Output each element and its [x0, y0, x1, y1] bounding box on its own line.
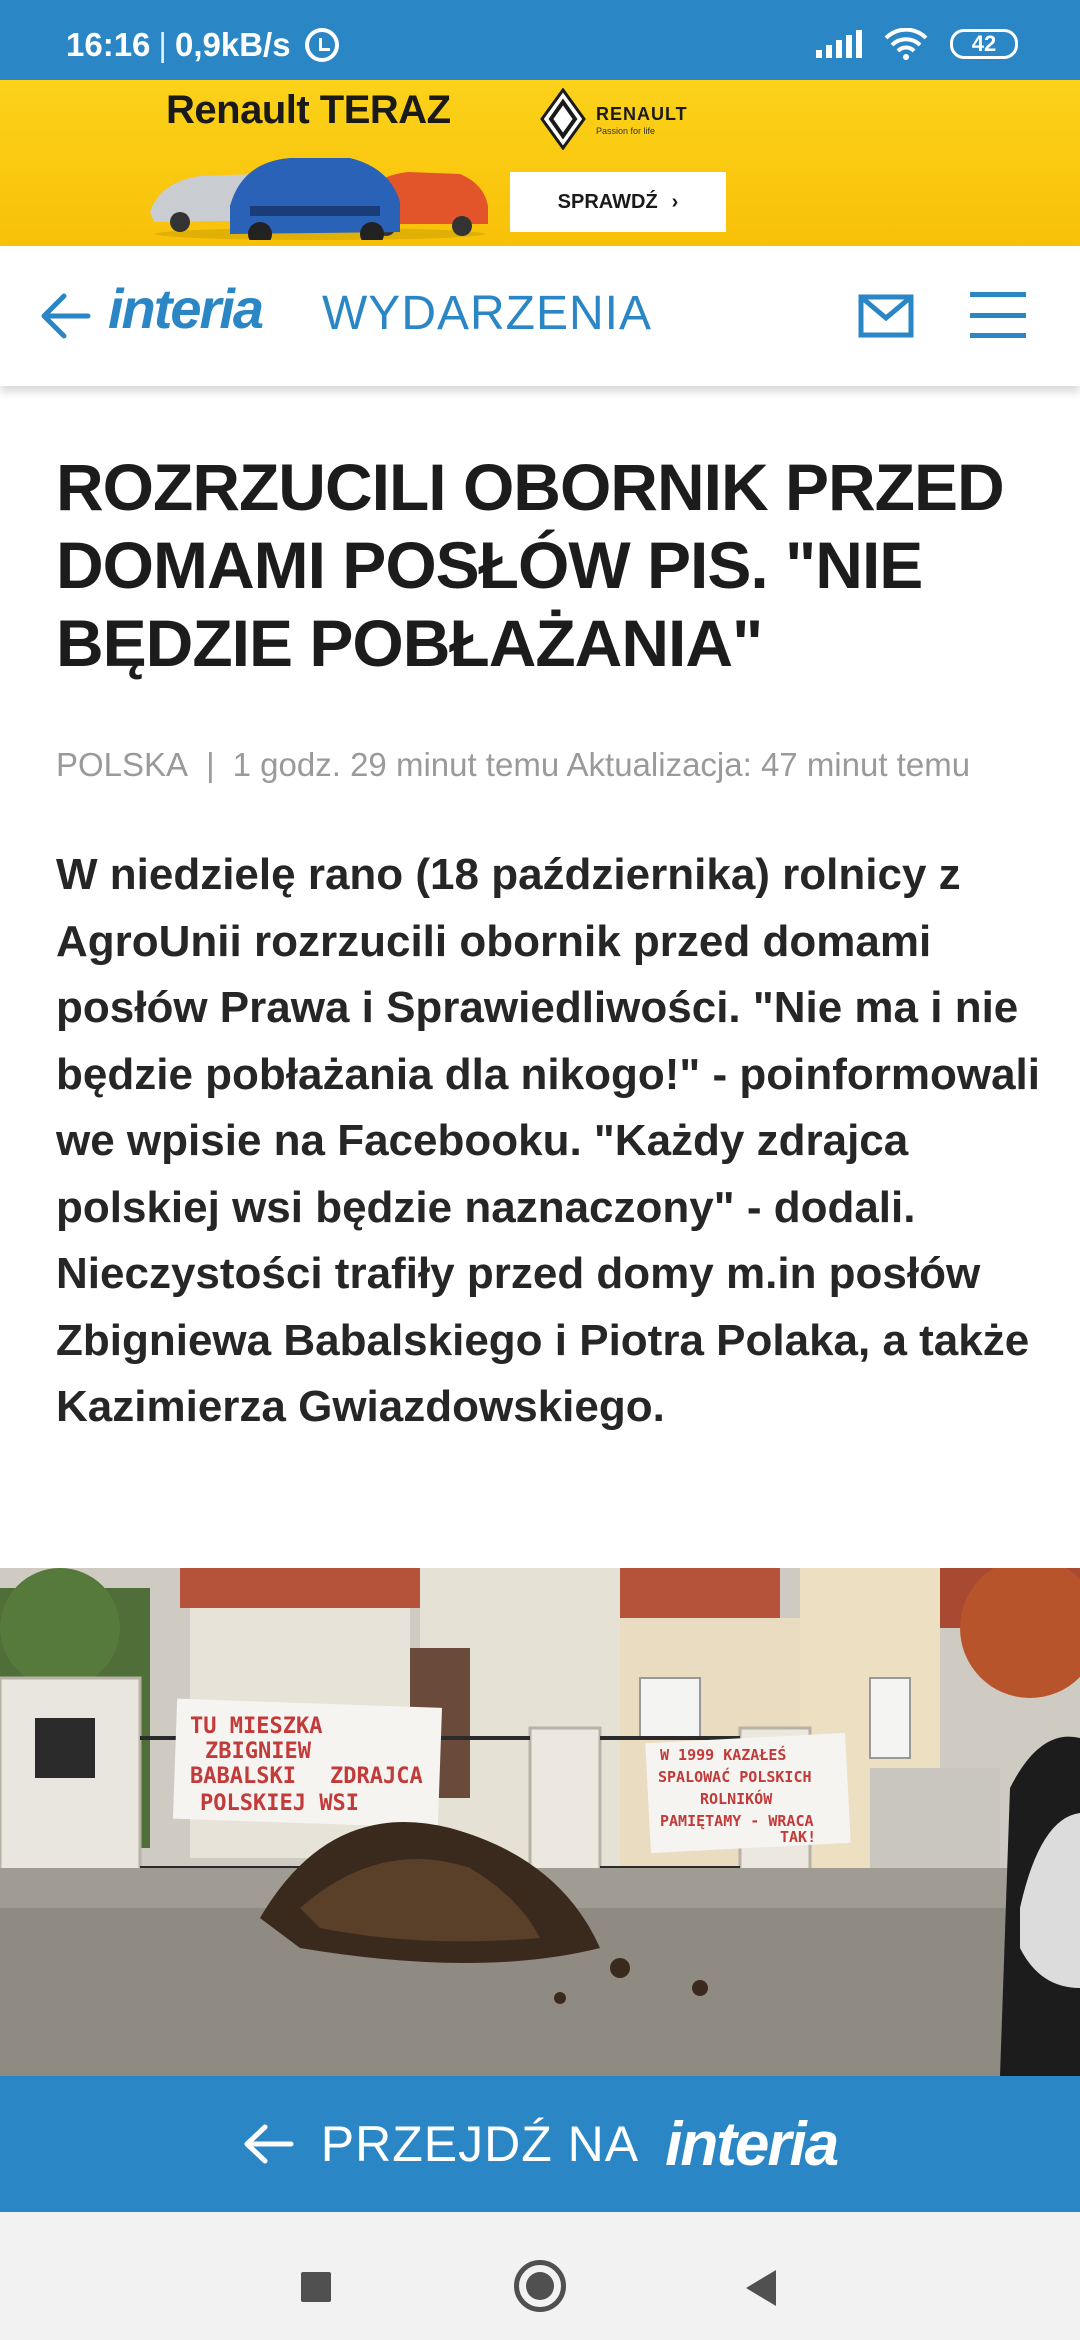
status-speed: 0,9kB/s — [174, 26, 291, 63]
banner-left-line-1: TU MIESZKA — [190, 1714, 323, 1739]
article-photo[interactable] — [0, 1568, 1080, 2076]
banner-right-line-4: PAMIĘTAMY - WRACA — [660, 1812, 814, 1830]
ad-cars-image — [150, 140, 490, 240]
article-headline: ROZRZUCILI OBORNIK PRZED DOMAMI POSŁÓW PIS. "NIE BĘDZIE POBŁAŻANIA" — [56, 450, 1004, 680]
meta-separator: | — [206, 746, 215, 783]
banner-right-line-2: SPALOWAĆ POLSKICH — [658, 1768, 812, 1786]
system-nav-bar — [0, 2212, 1080, 2340]
status-time: 16:16 — [66, 26, 151, 63]
article-lead: W niedzielę rano (18 października) rolnicy z AgroUnii rozrzucili obornik przed domami posłów Prawa i Sprawiedliwości. "Nie ma i nie będzie pobłażania dla nikogo!" - poinformowali we wpisie na Facebooku. "Każdy zdrajca polskiej wsi będzie naznaczony" - dodali. Nieczystości trafiły przed domy m.in posłów Zbigniewa Babalskiego i Piotra Polaka, a także Kazimierza Gwiazdowskiego. — [56, 850, 1041, 1431]
arrow-left-icon[interactable] — [38, 290, 94, 342]
article-time: 1 godz. 29 minut temu Aktualizacja: 47 minut temu — [232, 746, 971, 783]
status-bar — [0, 0, 1080, 80]
ad-cta-button[interactable] — [510, 172, 726, 232]
cta-label: PRZEJDŹ NA — [320, 2116, 640, 2172]
interia-logo-cta: interia — [665, 2109, 838, 2179]
ad-title: Renault TERAZ — [166, 88, 451, 132]
banner-right-line-3: ROLNIKÓW — [700, 1790, 773, 1808]
banner-right-line-1: W 1999 KAZAŁEŚ — [660, 1746, 787, 1764]
triangle-back-icon[interactable] — [746, 2270, 776, 2306]
chevron-right-icon: › — [671, 190, 679, 213]
arrow-left-icon — [243, 2123, 295, 2165]
ad-banner[interactable] — [0, 80, 1080, 246]
status-separator: | — [158, 26, 167, 63]
go-to-interia-button[interactable] — [0, 2076, 1080, 2212]
article-photo-illustration — [0, 1568, 1080, 2076]
signal-icon — [816, 30, 862, 58]
banner-left-line-4: ZDRAJCA — [330, 1764, 423, 1789]
article-meta — [56, 746, 970, 784]
status-right — [816, 28, 1018, 60]
ad-cta-label: SPRAWDŹ — [557, 190, 658, 213]
banner-left-line-3: BABALSKI — [190, 1764, 296, 1789]
status-left — [66, 26, 339, 64]
ad-tagline: Passion for life — [596, 126, 656, 136]
alarm-icon — [305, 28, 339, 62]
article-category[interactable]: POLSKA — [56, 746, 189, 783]
ad-brand: RENAULT — [596, 104, 688, 124]
section-title[interactable]: WYDARZENIA — [322, 287, 653, 340]
interia-logo[interactable]: interia — [108, 277, 263, 340]
wifi-icon — [884, 28, 928, 60]
circle-home-icon[interactable] — [514, 2260, 566, 2312]
mail-icon[interactable] — [858, 294, 914, 338]
hamburger-menu-icon[interactable] — [970, 292, 1026, 338]
banner-left-line-5: POLSKIEJ WSI — [200, 1791, 359, 1816]
banner-left-line-2: ZBIGNIEW — [205, 1739, 311, 1764]
site-header — [0, 246, 1080, 386]
square-recents-icon[interactable] — [301, 2272, 331, 2302]
battery-icon: 42 — [950, 29, 1018, 59]
banner-right-line-5: TAK! — [780, 1828, 817, 1846]
renault-logo-icon — [538, 88, 588, 150]
